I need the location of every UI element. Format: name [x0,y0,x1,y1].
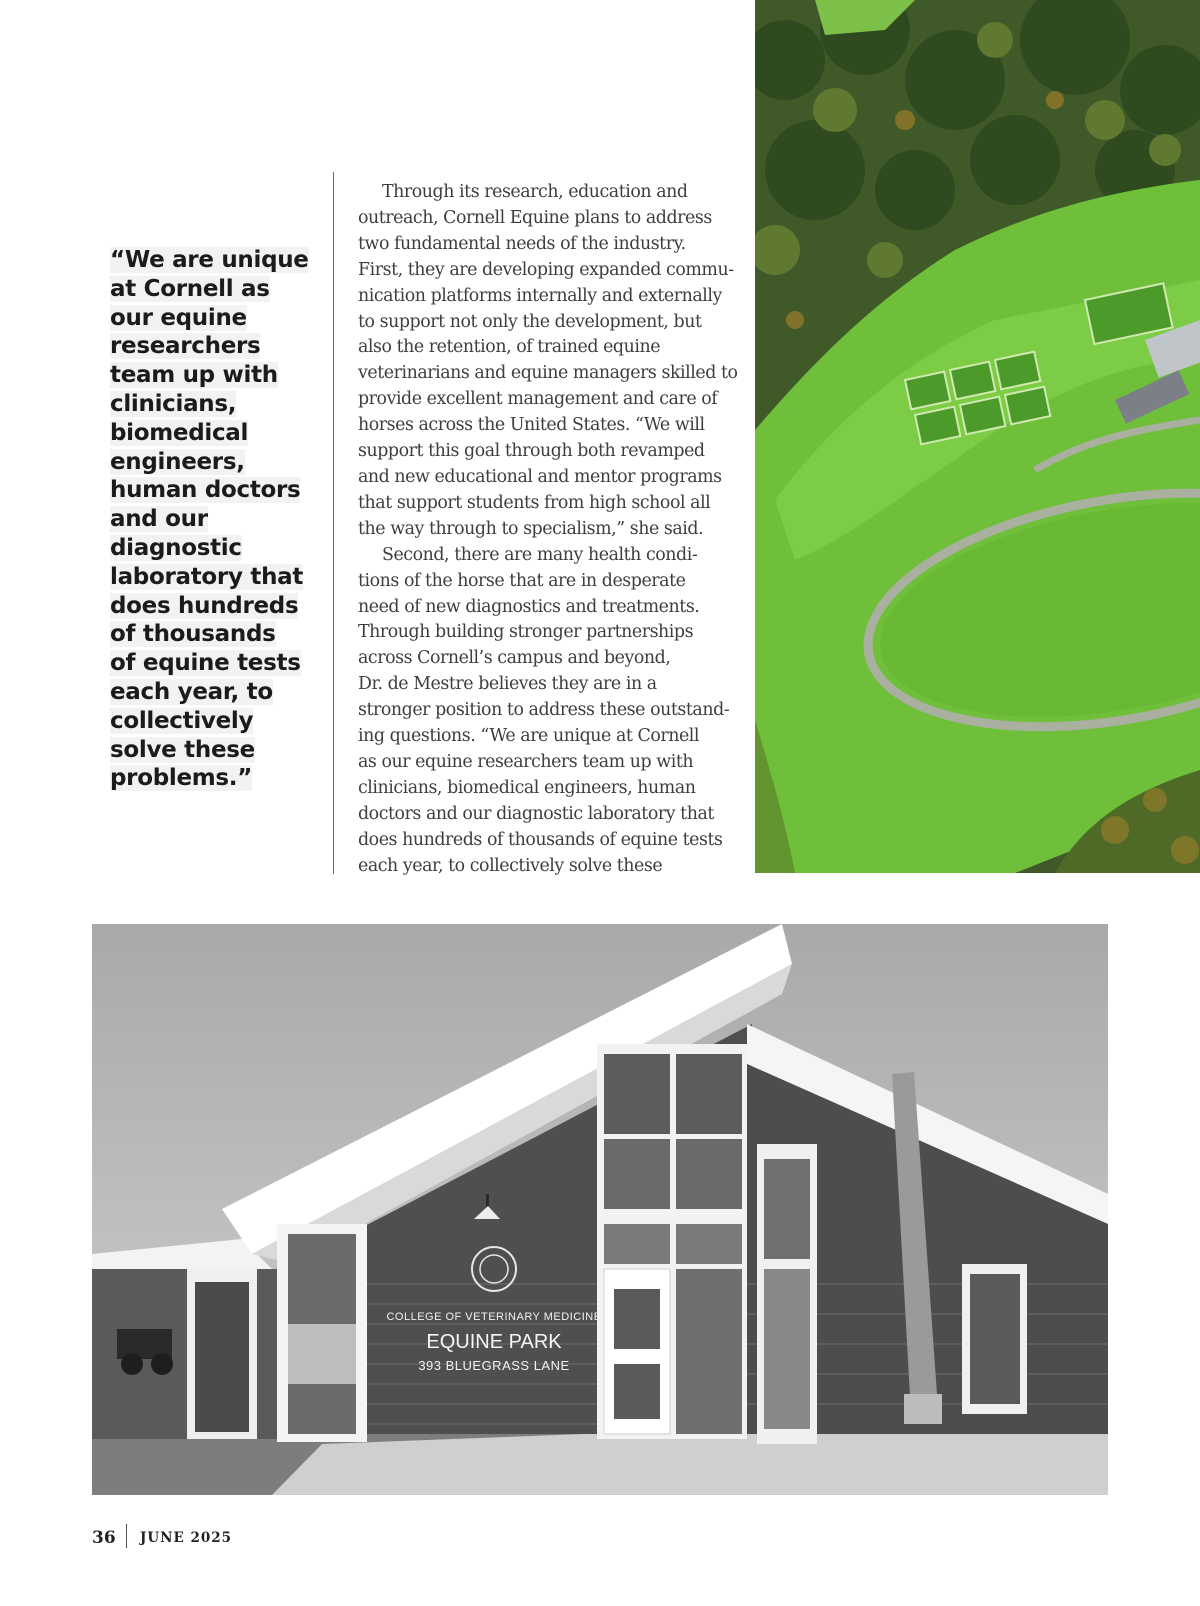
body-line: Through its research, education and [382,182,688,202]
body-line: First, they are developing expanded commu- [358,259,734,280]
body-line: nication platforms internally and externally [358,285,722,306]
pull-quote-line: solve these [110,736,255,763]
body-line: stronger position to address these outstand- [358,700,730,721]
body-line: ing questions. “We are unique at Cornell [358,726,700,747]
body-line: the way through to specialism,” she said. [358,518,704,539]
body-line: and new educational and mentor programs [358,466,722,487]
pull-quote-line: researchers [110,333,261,360]
pull-quote-line: does hundreds [110,592,299,619]
pull-quote-line: team up with [110,362,278,389]
page-number: 36 [92,1528,116,1548]
body-line: provide excellent management and care of [358,389,718,410]
pull-quote-line: human doctors [110,477,301,504]
body-line: each year, to collectively solve these [358,855,663,876]
issue-date: JUNE 2025 [140,1530,233,1546]
body-line: clinicians, biomedical engineers, human [358,777,696,798]
column-divider [333,172,334,874]
body-line: horses across the United States. “We will [358,415,705,436]
body-line: Second, there are many health condi- [382,544,698,565]
pull-quote-line: “We are unique [110,247,309,273]
body-line: veterinarians and equine managers skilled to [358,363,738,384]
pull-quote-line: and our [110,506,208,533]
body-line: also the retention, of trained equine [358,337,661,358]
body-line: as our equine researchers team up with [358,751,694,772]
pull-quote-line: problems.” [110,765,253,792]
body-line: that support students from high school all [358,492,711,513]
footer-divider [126,1524,127,1548]
article-body [358,180,738,879]
pull-quote-line: clinicians, [110,390,237,417]
body-line: Through building stronger partnerships [358,622,694,643]
sign-line-2: EQUINE PARK [426,1331,562,1353]
pull-quote-line: diagnostic [110,534,242,561]
body-line: across Cornell’s campus and beyond, [358,648,671,669]
body-line: two fundamental needs of the industry. [358,233,686,254]
body-line: doctors and our diagnostic laboratory that [358,803,714,824]
pull-quote-line: at Cornell as [110,275,270,302]
pull-quote-line: engineers, [110,448,245,475]
body-line: tions of the horse that are in desperate [358,570,686,591]
pull-quote [110,246,310,793]
pull-quote-line: our equine [110,304,247,331]
body-line: Dr. de Mestre believes they are in a [358,674,657,695]
equine-park-building-photo [92,924,1108,1495]
body-line: outreach, Cornell Equine plans to address [358,207,712,228]
sign-line-1: COLLEGE OF VETERINARY MEDICINE [386,1311,602,1323]
pull-quote-line: each year, to [110,678,273,705]
pull-quote-line: biomedical [110,419,249,446]
pull-quote-line: of thousands [110,621,276,648]
body-line: support this goal through both revamped [358,441,705,462]
pull-quote-line: of equine tests [110,650,301,677]
pull-quote-line: laboratory that [110,563,304,590]
body-line: need of new diagnostics and treatments. [358,596,700,617]
body-line: does hundreds of thousands of equine tests [358,829,723,850]
aerial-photo [755,0,1200,873]
body-line: to support not only the development, but [358,311,702,332]
pull-quote-line: collectively [110,707,254,734]
sign-line-3: 393 BLUEGRASS LANE [418,1358,570,1373]
